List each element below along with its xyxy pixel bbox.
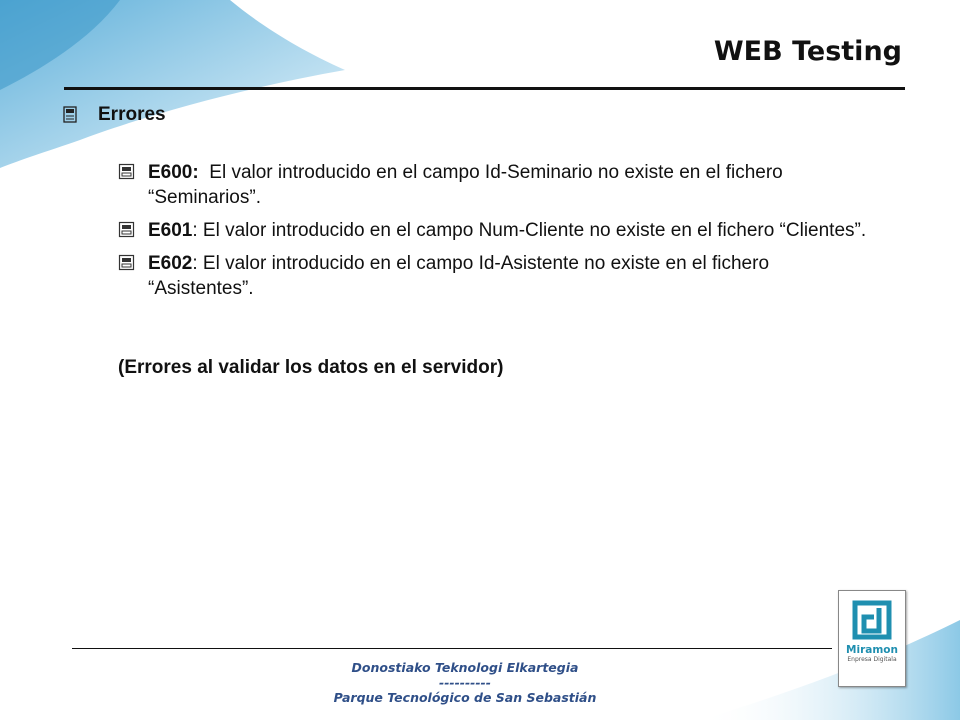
error-list bbox=[118, 160, 878, 309]
logo-mark-icon bbox=[852, 600, 892, 640]
logo-subtitle: Enpresa Digitala bbox=[847, 656, 897, 663]
bullet-icon bbox=[62, 106, 84, 124]
error-text: : El valor introducido en el campo Id-Asistente no existe en el fichero “Asistentes”. bbox=[148, 253, 770, 299]
section-heading-text: Errores bbox=[98, 104, 166, 125]
title-divider bbox=[64, 87, 905, 90]
footer-line-1: Donostiako Teknologi Elkartegia bbox=[351, 660, 579, 675]
footer-separator: ---------- bbox=[439, 675, 491, 690]
error-text: : El valor introducido en el campo Num-Cliente no existe en el fichero “Clientes”. bbox=[192, 220, 867, 241]
miramon-logo bbox=[838, 590, 906, 687]
list-item bbox=[118, 251, 878, 301]
validation-note: (Errores al validar los datos en el servidor) bbox=[118, 357, 504, 378]
error-text: El valor introducido en el campo Id-Seminario no existe en el fichero “Seminarios”. bbox=[148, 162, 783, 208]
footer bbox=[300, 660, 630, 705]
list-item bbox=[118, 160, 878, 210]
error-code: E602 bbox=[148, 253, 193, 274]
bullet-icon bbox=[118, 254, 136, 272]
logo-name: Miramon bbox=[846, 644, 898, 656]
bullet-icon bbox=[118, 221, 136, 239]
error-code: E601 bbox=[148, 220, 193, 241]
footer-line-2: Parque Tecnológico de San Sebastián bbox=[333, 690, 597, 705]
bullet-icon bbox=[118, 163, 136, 181]
footer-divider bbox=[72, 648, 832, 649]
error-code: E600: bbox=[148, 162, 199, 183]
section-heading bbox=[62, 104, 166, 126]
list-item bbox=[118, 218, 878, 243]
page-title: WEB Testing bbox=[713, 36, 902, 67]
